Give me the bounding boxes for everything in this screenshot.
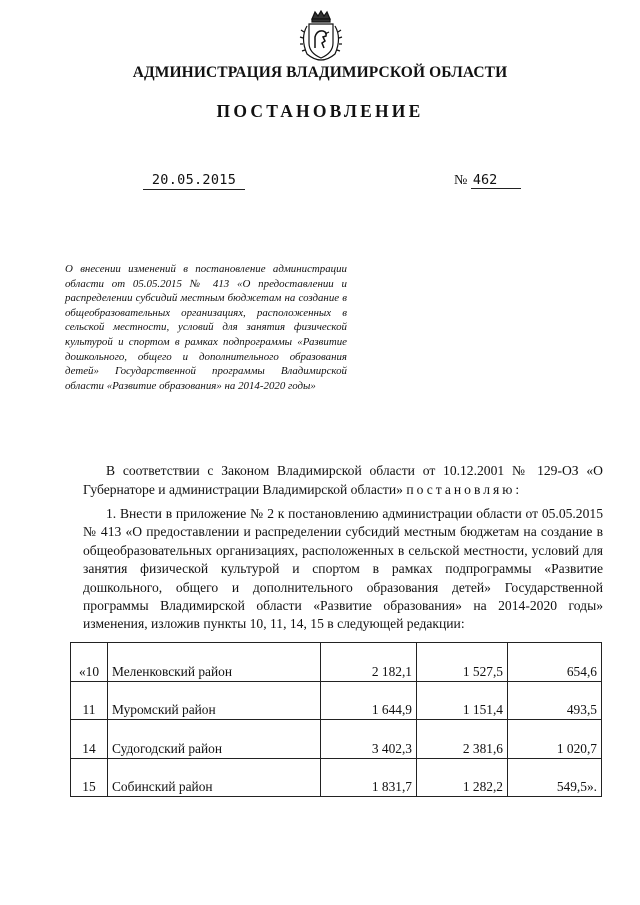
amount-regional: 1 527,5 (417, 643, 508, 682)
row-number: 11 (71, 681, 108, 720)
decree-word: постановляю: (406, 482, 523, 497)
document-subject: О внесении изменений в постановление администрации области от 05.05.2015 № 413 «О предоставлении и распределении субсидий местным бюджетам на создание в общеобразовательных организациях, расположенных в сельской местности, условий для занятия физической культурой и спортом в рамках подпрограммы «Развитие дошкольного, общего и дополнительного образования детей» Государственной программы Владимирской области «Развитие образования» на 2014-2020 годы» (65, 263, 347, 392)
district-name: Муромский район (108, 681, 321, 720)
amount-total: 3 402,3 (321, 720, 417, 759)
amount-regional: 1 282,2 (417, 758, 508, 797)
table-row (71, 758, 602, 797)
amount-local: 654,6 (508, 643, 602, 682)
amount-regional: 2 381,6 (417, 720, 508, 759)
district-name: Собинский район (108, 758, 321, 797)
amount-local: 549,5». (508, 758, 602, 797)
number-label: № (454, 173, 468, 188)
document-number (454, 172, 521, 189)
subsidy-table (70, 642, 602, 797)
amount-local: 493,5 (508, 681, 602, 720)
row-number: 15 (71, 758, 108, 797)
district-name: Меленковский район (108, 643, 321, 682)
number-value: 462 (471, 172, 521, 189)
amount-local: 1 020,7 (508, 720, 602, 759)
preamble-paragraph (83, 461, 603, 499)
preamble-text: В соответствии с Законом Владимирской области от 10.12.2001 № 129-ОЗ «О Губернаторе и администрации Владимирской области» (83, 463, 603, 497)
coat-of-arms-icon (298, 10, 344, 62)
item-1-paragraph: 1. Внести в приложение № 2 к постановлению администрации области от 05.05.2015 № 413 «О предоставлении и распределении субсидий местным бюджетам на создание в общеобразовательных организациях, расположенных в сельской местности, условий для занятия физической культурой и спортом в рамках подпрограммы «Развитие дошкольного, общего и дополнительного образования детей» Государственной программы Владимирской области «Развитие образования» на 2014-2020 годы» изменения, изложив пункты 10, 11, 14, 15 в следующей редакции: (83, 506, 603, 632)
table-row (71, 643, 602, 682)
amount-total: 1 831,7 (321, 758, 417, 797)
district-name: Судогодский район (108, 720, 321, 759)
amount-total: 2 182,1 (321, 643, 417, 682)
row-number: «10 (71, 643, 108, 682)
document-date: 20.05.2015 (143, 172, 245, 190)
organization-title: АДМИНИСТРАЦИЯ ВЛАДИМИРСКОЙ ОБЛАСТИ (132, 64, 508, 81)
amount-regional: 1 151,4 (417, 681, 508, 720)
table-row (71, 681, 602, 720)
amount-total: 1 644,9 (321, 681, 417, 720)
table-row (71, 720, 602, 759)
row-number: 14 (71, 720, 108, 759)
document-type: ПОСТАНОВЛЕНИЕ (216, 101, 424, 121)
